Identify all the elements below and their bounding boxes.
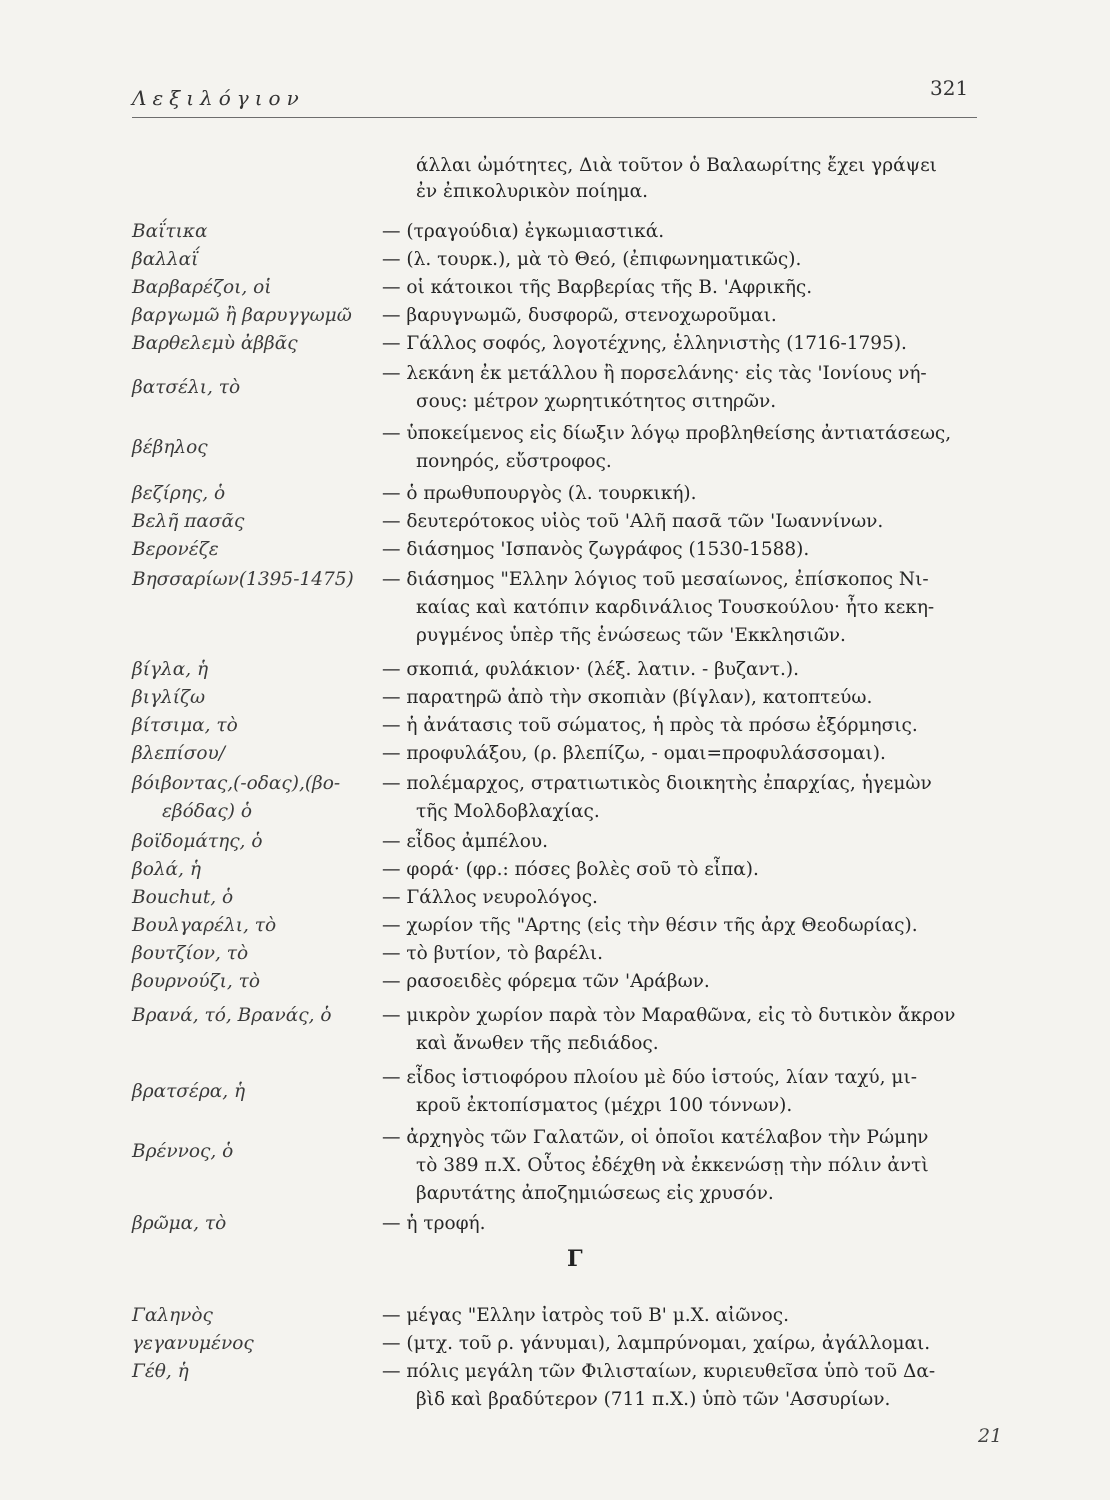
entry-definition-line: — οἱ κάτοικοι τῆς Βαρβερίας τῆς Β. 'Αφρικῆς. — [382, 277, 813, 298]
entry-definition-line: — εἶδος ἀμπέλου. — [382, 831, 548, 852]
entry-definition-line: — σκοπιά, φυλάκιον· (λέξ. λατιν. - βυζαντ.). — [382, 659, 799, 680]
entry-term: βατσέλι, τὸ — [132, 377, 241, 398]
entry-definition-line: βαρυτάτης ἀποζημιώσεως εἰς χρυσόν. — [416, 1183, 774, 1204]
entry-definition-line: — πόλις μεγάλη τῶν Φιλισταίων, κυριευθεῖσα ὑπὸ τοῦ Δα- — [382, 1361, 936, 1382]
entry-definition-line: σους: μέτρον χωρητικότητος σιτηρῶν. — [416, 391, 777, 412]
entry-definition-line: — ἡ ἀνάτασις τοῦ σώματος, ἡ πρὸς τὰ πρόσω ἐξόρμησις. — [382, 715, 918, 736]
entry-term: βρῶμα, τὸ — [132, 1213, 227, 1234]
page-number: 321 — [930, 76, 969, 100]
entry-definition-line: — πολέμαρχος, στρατιωτικὸς διοικητὴς ἐπαρχίας, ἡγεμὼν — [382, 773, 932, 794]
running-title: Λεξιλόγιον — [132, 86, 305, 110]
entry-term: βαλλαΐ — [132, 249, 199, 270]
entry-definition-line: — εἶδος ἱστιοφόρου πλοίου μὲ δύο ἱστούς, λίαν ταχύ, μι- — [382, 1067, 917, 1088]
entry-definition-line: ἐν ἐπικολυρικὸν ποίημα. — [416, 181, 649, 202]
entry-definition-line: — παρατηρῶ ἀπὸ τὴν σκοπιὰν (βίγλαν), κατοπτεύω. — [382, 687, 873, 708]
entry-definition-line: τὸ 389 π.Χ. Οὗτος ἐδέχθη νὰ ἐκκενώσῃ τὴν πόλιν ἀντὶ — [416, 1155, 929, 1176]
entry-definition-line: — ρασοειδὲς φόρεμα τῶν 'Αράβων. — [382, 971, 710, 992]
entry-term: βεζίρης, ὁ — [132, 483, 226, 504]
entry-term: Βρανά, τό, Βρανάς, ὁ — [132, 1005, 332, 1026]
entry-term: βίγλα, ἡ — [132, 659, 209, 680]
entry-definition-line: — Γάλλος σοφός, λογοτέχνης, ἑλληνιστὴς (1716-1795). — [382, 333, 907, 354]
entry-definition-line: τῆς Μολδοβλαχίας. — [416, 801, 600, 822]
entry-definition-line: — μικρὸν χωρίον παρὰ τὸν Μαραθῶνα, εἰς τὸ δυτικὸν ἄκρον — [382, 1005, 956, 1026]
entry-definition-line: κροῦ ἐκτοπίσματος (μέχρι 100 τόννων). — [416, 1095, 793, 1116]
entry-term: εβόδας) ὁ — [162, 801, 252, 822]
entry-term: Γαληνὸς — [132, 1305, 213, 1326]
entry-term: βίτσιμα, τὸ — [132, 715, 238, 736]
entry-definition-line: — ὑποκείμενος εἰς δίωξιν λόγῳ προβληθείσης ἀντιατάσεως, — [382, 423, 952, 444]
entry-definition-line: — ἀρχηγὸς τῶν Γαλατῶν, οἱ ὁποῖοι κατέλαβον τὴν Ρώμην — [382, 1127, 929, 1148]
entry-term: Γέθ, ἡ — [132, 1361, 189, 1382]
entry-definition-line: — (τραγούδια) ἐγκωμιαστικά. — [382, 221, 665, 242]
entry-term: γεγανυμένος — [132, 1333, 254, 1354]
entry-term: Βησσαρίων(1395-1475) — [132, 569, 354, 590]
entry-term: βοϊδομάτης, ὁ — [132, 831, 263, 852]
entry-definition-line: καὶ ἄνωθεν τῆς πεδιάδος. — [416, 1033, 659, 1054]
entry-definition-line: — βαρυγνωμῶ, δυσφορῶ, στενοχωροῦμαι. — [382, 305, 777, 326]
entry-term: Bouchut, ὁ — [132, 887, 234, 908]
entry-term: Βαΐτικα — [132, 221, 208, 242]
entry-term: βουρνούζι, τὸ — [132, 971, 261, 992]
entry-definition-line: — φορά· (φρ.: πόσες βολὲς σοῦ τὸ εἶπα). — [382, 859, 759, 880]
entry-term: βόιβοντας,(-οδας),(βο- — [132, 773, 341, 794]
entry-definition-line: — προφυλάξου, (ρ. βλεπίζω, - ομαι=προφυλάσσομαι). — [382, 743, 886, 764]
entry-term: Βερονέζε — [132, 539, 219, 560]
entry-term: Βαρθελεμὺ ἀββᾶς — [132, 333, 298, 354]
entry-term: Βρέννος, ὁ — [132, 1141, 234, 1162]
entry-term: βιγλίζω — [132, 687, 206, 708]
entry-term: βολά, ἡ — [132, 859, 201, 880]
entry-definition-line: — ἡ τροφή. — [382, 1213, 486, 1234]
entry-definition-line: άλλαι ὠμότητες, Διὰ τοῦτον ὁ Βαλαωρίτης ἔχει γράψει — [416, 155, 937, 176]
entry-definition-line: — μέγας "Ελλην ἰατρὸς τοῦ Β' μ.Χ. αἰῶνος. — [382, 1305, 790, 1326]
entry-definition-line: — (μτχ. τοῦ ρ. γάνυμαι), λαμπρύνομαι, χαίρω, ἀγάλλομαι. — [382, 1333, 931, 1354]
section-letter: Γ — [567, 1246, 583, 1272]
entry-definition-line: — τὸ βυτίον, τὸ βαρέλι. — [382, 943, 603, 964]
entry-definition-line: — χωρίον τῆς "Αρτης (εἰς τὴν θέσιν τῆς ἀρχ Θεοδωρίας). — [382, 915, 918, 936]
entry-term: Βελῆ πασᾶς — [132, 511, 245, 532]
entry-definition-line: — λεκάνη ἐκ μετάλλου ἢ πορσελάνης· εἰς τὰς 'Ιονίους νή- — [382, 363, 927, 384]
entry-definition-line: — Γάλλος νευρολόγος. — [382, 887, 598, 908]
entry-term: βαργωμῶ ἢ βαρυγγωμῶ — [132, 305, 352, 326]
entry-definition-line: βὶδ καὶ βραδύτερον (711 π.Χ.) ὑπὸ τῶν 'Ασσυρίων. — [416, 1389, 891, 1410]
entry-definition-line: — διάσημος "Ελλην λόγιος τοῦ μεσαίωνος, ἐπίσκοπος Νι- — [382, 569, 929, 590]
entry-definition-line: πονηρός, εὔστροφος. — [416, 451, 612, 472]
entry-definition-line: ρυγμένος ὑπὲρ τῆς ἑνώσεως τῶν 'Εκκλησιῶν. — [416, 625, 846, 646]
entry-definition-line: — δευτερότοκος υἱὸς τοῦ 'Αλῆ πασᾶ τῶν 'Ιωαννίνων. — [382, 511, 884, 532]
entry-definition-line: — ὁ πρωθυπουργὸς (λ. τουρκική). — [382, 483, 697, 504]
entry-term: βλεπίσου/ — [132, 743, 226, 764]
entry-definition-line: — διάσημος 'Ισπανὸς ζωγράφος (1530-1588). — [382, 539, 810, 560]
entry-term: Βαρβαρέζοι, οἱ — [132, 277, 272, 298]
entry-term: βουτζίον, τὸ — [132, 943, 249, 964]
entry-definition-line: — (λ. τουρκ.), μὰ τὸ Θεό, (ἐπιφωνηματικῶς). — [382, 249, 802, 270]
entry-definition-line: καίας καὶ κατόπιν καρδινάλιος Τουσκούλου· ἦτο κεκη- — [416, 597, 935, 618]
entry-term: βρατσέρα, ἡ — [132, 1081, 246, 1102]
signature-mark: 21 — [978, 1425, 1003, 1447]
entry-term: βέβηλος — [132, 437, 208, 458]
entry-term: Βουλγαρέλι, τὸ — [132, 915, 277, 936]
